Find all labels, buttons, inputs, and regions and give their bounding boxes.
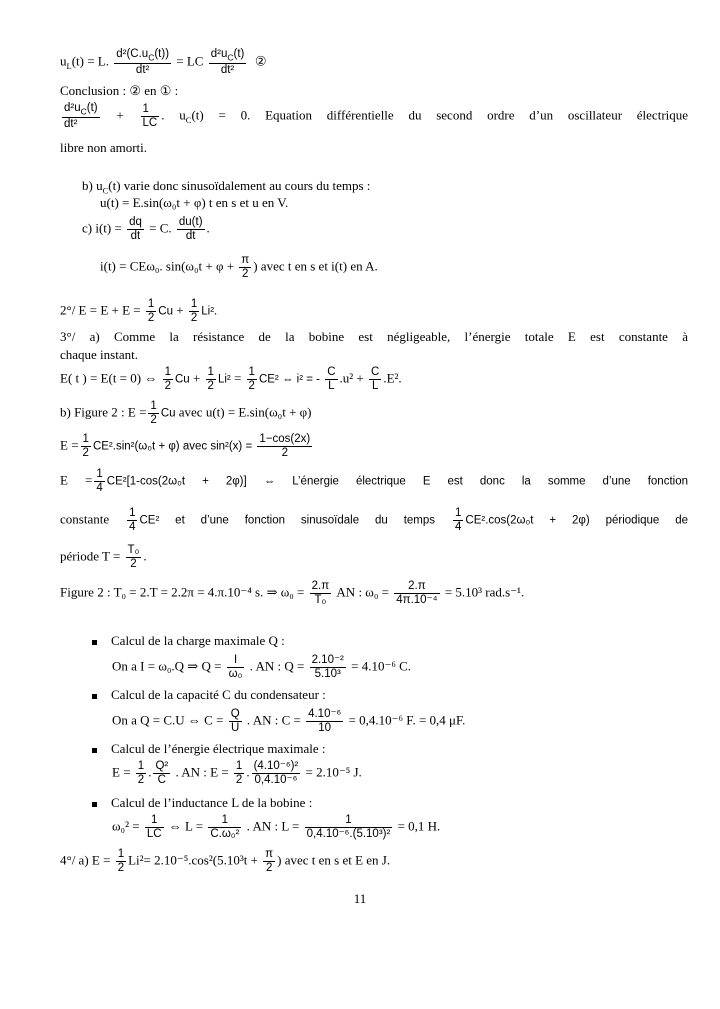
bullet-energy-eq: E = $\frac{1}{2}$ . $\frac{\text{Q²}}{C}$ . AN : E = $\frac{1}{2}$ . $\frac{\text{(4.10⁻⁶)²}}{\text{0,4.10⁻⁶}}$ = 2.10⁻⁵ J.	[112, 760, 362, 787]
page-number: 11	[353, 891, 367, 906]
conclusion-line: Conclusion : ② en ① :	[60, 83, 179, 98]
inductor-voltage-eq: $u_L(t) = L$. $\frac{d^2(C.u_C(t))}{\text{dt²}}$ = LC $\frac{d^2u_C(t)}{\text{dt²}}$ ②	[60, 48, 267, 77]
question-3b-line2: E = $\frac{1}{2}$ CE².sin²(ω₀t + φ) avec sin²(x) = $\frac{1-\cos(2x)}{2}$	[60, 433, 311, 460]
question-3b-line3: E = $\frac{1}{4}$ CE²[1-cos(2ω₀t + 2φ)] ⇔ L’énergie électrique E est donc la somme d’une fonction	[60, 468, 688, 495]
question-4a: 4°/ a) E = $\frac{1}{2}$ Li²= 2.10⁻⁵.cos²(5.10³t + $\frac{\pi}{2}$ ) avec t en s et E en J.	[60, 848, 391, 875]
part-c-line2: i(t) = CEω₀. sin(ω₀t + φ + $\frac{\pi}{2}$ ) avec t en s et i(t) en A.	[100, 254, 378, 281]
question-3b-line5: période T = $\frac{\text{T₀}}{2}$ .	[60, 544, 147, 571]
question-3b-line4: constante $\frac{1}{4}$ CE² et d’une fonction sinusoïdale du temps $\frac{1}{4}$ CE².cos(2ω₀t + 2φ) périodique de	[60, 507, 689, 534]
bullet-icon	[92, 694, 97, 699]
bullet-icon	[92, 640, 97, 645]
differential-equation-cont: libre non amorti.	[60, 140, 148, 155]
bullet-charge-eq: On a I = ω₀.Q ⇒ Q = $\frac{I}{\text{ω₀}}$ . AN : Q = $\frac{\text{2.10⁻²}}{\text{5.10³}}$ = 4.10⁻⁶ C.	[112, 654, 412, 681]
bullet-icon	[92, 748, 97, 753]
question-3a-line3: E( t ) = E(t = 0) ⇔ $\frac{1}{2}$ Cu + $\frac{1}{2}$ Li² = $\frac{1}{2}$ CE² ⇔ i² = - $\frac{C}{L}$ .u² + $\frac{C}{L}$ .E².	[60, 366, 402, 393]
part-b-line2: u(t) = E.sin(ω₀t + φ) t en s et u en V.	[100, 195, 289, 210]
bullet-icon	[92, 802, 97, 807]
part-b-line1: b) $u_C(t)$ varie donc sinusoïdalement au cours du temps :	[82, 178, 371, 196]
question-2: 2°/ E = E + E = $\frac{1}{2}$ Cu + $\frac{1}{2}$ Li².	[60, 298, 218, 325]
bullet-capacitance-eq: On a Q = C.U ⇔ C = $\frac{Q}{U}$ . AN : C = $\frac{\text{4.10⁻⁶}}{10}$ = 0,4.10⁻⁶ F. = 0,4 μF.	[112, 708, 466, 735]
bullet-capacitance-title: Calcul de la capacité C du condensateur :	[92, 688, 326, 703]
question-3b-line1: b) Figure 2 : E = $\frac{1}{2}$ Cu avec u(t) = E.sin(ω₀t + φ)	[60, 400, 312, 427]
bullet-charge-title: Calcul de la charge maximale Q :	[92, 634, 285, 649]
bullet-inductance-eq: ω₀² = $\frac{1}{LC}$ ⇔ L = $\frac{1}{\text{C.ω₀²}}$ . AN : L = $\frac{1}{\text{0,4.10⁻⁶.(5.10³)²}}$ = 0,1 H.	[112, 814, 441, 841]
bullet-inductance-title: Calcul de l’inductance L de la bobine :	[92, 796, 312, 811]
part-c-line1: c) i(t) = $\frac{dq}{dt}$ = C. $\frac{du(t)}{dt}$ .	[82, 216, 210, 243]
bullet-energy-title: Calcul de l’énergie électrique maximale :	[92, 742, 326, 757]
differential-equation: $\frac{d^2u_C(t)}{\text{dt²}}$ + $\frac{1}{LC}$ . $u_C(t) = 0$. Equation différentielle du second ordre d’un oscillateur électrique	[64, 102, 689, 131]
question-3a-line1: 3°/ a) Comme la résistance de la bobine est négligeable, l’énergie totale E est constante à	[60, 329, 688, 344]
figure-2-line: Figure 2 : T₀ = 2.T = 2.2π = 4.π.10⁻⁴ s. ⇒ ω₀ = $\frac{2.\pi}{\text{T₀}}$ AN : ω₀ = $\frac{2.\pi}{\text{4π.10⁻⁴}}$ = 5.10³ rad.s⁻¹.	[60, 580, 525, 607]
question-3a-line2: chaque instant.	[60, 347, 138, 362]
